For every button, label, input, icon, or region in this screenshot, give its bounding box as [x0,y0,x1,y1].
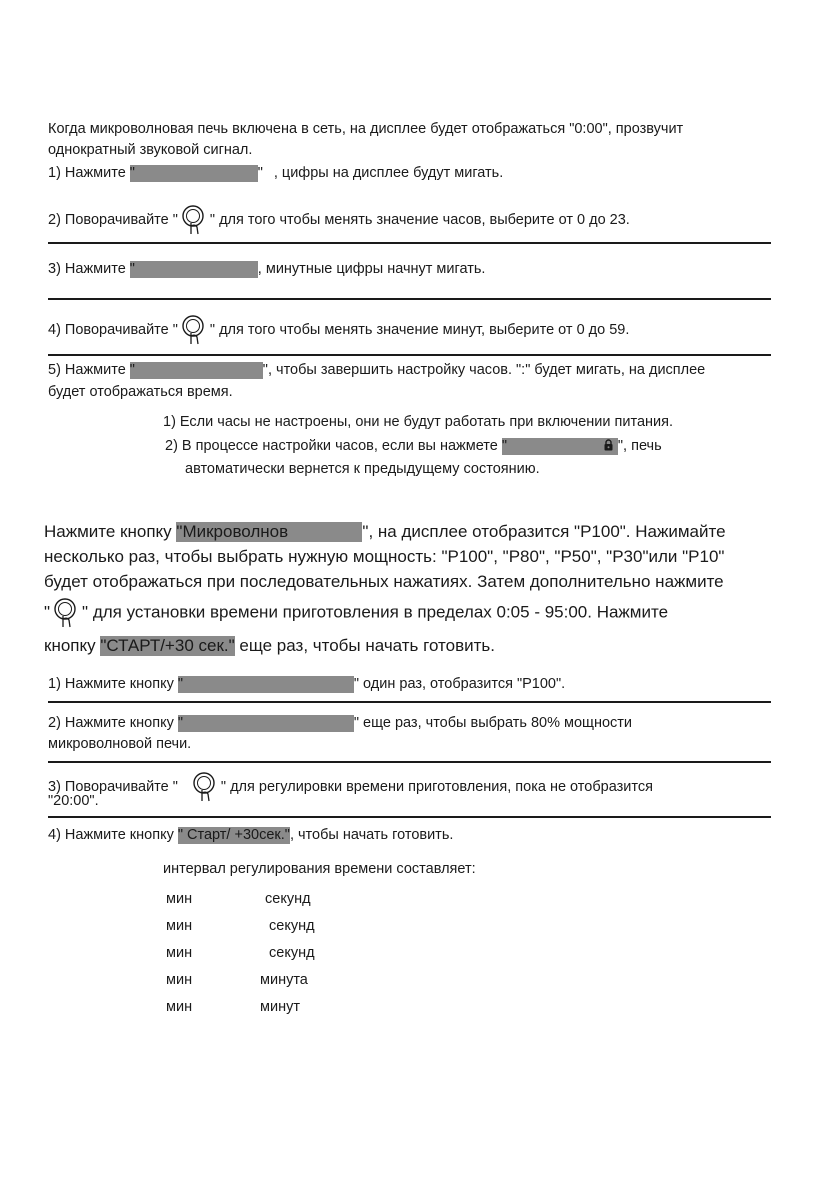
mw-example3-suffix: для регулировки времени приготовления, пока не отобразится [226,778,653,795]
mw-example1 [48,676,565,693]
mw-example3-prefix: 3) Поворачивайте " [48,778,178,795]
mw-example2-line2: микроволновой печи. [48,736,192,752]
mw-example4-suffix: , чтобы начать готовить. [289,827,454,843]
interval-row-min: мин [166,999,193,1015]
clock-step5-quote: ", [262,362,272,378]
mw-para-line5-suffix: еще раз, чтобы начать готовить. [234,636,495,655]
clock-step2 [48,203,630,237]
microwave-button-highlight [176,522,362,542]
mw-para-line2: несколько раз, чтобы выбрать нужную мощность: "P100", "P80", "P50", "P30"или "P10" [44,547,725,566]
clock-note2-quote: ", [617,438,628,454]
clock-button-highlight: " [130,165,258,182]
interval-row-unit: секунд [269,918,315,934]
divider [48,816,771,818]
mw-para-line1-quote: " [362,522,369,541]
clock-note1: 1) Если часы не настроены, они не будут работать при включении питания. [163,414,673,430]
clock-step5-line2: будет отображаться время. [48,384,233,400]
mw-example1-prefix: 1) Нажмите кнопку [48,676,178,692]
mw-para-line3: будет отображаться при последовательных нажатиях. Затем дополнительно нажмите [44,572,724,591]
microwave-button-highlight: " [178,715,354,732]
interval-row-unit: секунд [269,945,315,961]
clock-step3-prefix: 3) Нажмите [48,261,130,277]
clock-step5-suffix: чтобы завершить настройку часов. ":" будет мигать, на дисплее [271,362,706,378]
clock-step4 [48,313,629,347]
clock-button-highlight: " [130,362,263,379]
clock-step1-prefix: 1) Нажмите [48,165,130,181]
mw-para-line4-quote: " [44,602,51,622]
interval-row-min: мин [166,891,193,907]
clock-step3 [48,261,485,278]
clock-button-highlight: " [130,261,258,278]
mw-example1-suffix: один раз, отобразится "P100". [359,676,566,692]
divider [48,242,771,244]
microwave-button-highlight: " [178,676,354,693]
interval-row-min: мин [166,918,193,934]
interval-row-min: мин [166,972,193,988]
divider [48,761,771,763]
interval-heading: интервал регулирования времени составляет: [163,861,476,877]
clock-step5-prefix: 5) Нажмите [48,362,130,378]
clock-note2 [165,438,662,455]
clock-step1 [48,165,503,182]
mw-example2 [48,715,632,732]
mw-example4 [48,827,453,844]
clock-note2-suffix: печь [627,438,662,454]
start-button-highlight: " Старт/ +30сек." [177,827,290,843]
mw-para-line5 [44,636,495,656]
dial-knob-icon [190,770,220,804]
clock-intro-line2: однократный звуковой сигнал. [48,142,253,158]
lock-icon [603,439,614,451]
clock-step4-suffix: " для того чтобы менять значение минут, выберите от 0 до 59. [209,321,630,338]
start-button-highlight: "СТАРТ/+30 сек." [100,636,235,655]
microwave-button-label: "Микроволнов [176,522,289,541]
mw-example3-quote: " [220,778,227,795]
mw-example2-suffix: еще раз, чтобы выбрать 80% мощности [359,715,633,731]
clock-step2-prefix: 2) Поворачивайте " [48,211,178,228]
mw-para-line1-prefix: Нажмите кнопку [44,522,177,541]
clock-step2-suffix: " для того чтобы менять значение часов, выберите от 0 до 23. [209,211,630,228]
mw-example3 [48,770,653,804]
mw-example3-line2: "20:00". [48,793,99,809]
divider [48,701,771,703]
interval-row-min: мин [166,945,193,961]
dial-knob-icon [179,203,209,237]
mw-para-line5-prefix: кнопку [44,636,101,655]
divider [48,298,771,300]
clock-intro-line1: Когда микроволновая печь включена в сеть, на дисплее будет отображаться "0:00", прозвучит [48,121,684,137]
mw-para-line4-suffix: для установки времени приготовления в пределах 0:05 - 95:00. Нажмите [88,602,669,622]
stop-button-highlight: " [502,438,618,455]
clock-step3-suffix: , минутные цифры начнут мигать. [257,261,486,277]
mw-para-line4-quote2: " [82,602,89,622]
mw-example1-quote: " [353,676,360,692]
mw-example2-prefix: 2) Нажмите кнопку [48,715,178,731]
mw-para-line4 [44,596,668,630]
mw-para-line1-suffix: , на дисплее отобразится "P100". Нажимайте [368,522,726,541]
clock-note2-prefix: 2) В процессе настройки часов, если вы нажмете [165,438,502,454]
interval-row-unit: минута [260,972,308,988]
clock-step1-quote: " [257,165,263,181]
mw-example4-prefix: 4) Нажмите кнопку [48,827,178,843]
clock-step5 [48,362,705,379]
divider [48,354,771,356]
mw-para-line1 [44,522,726,542]
interval-row-unit: минут [260,999,300,1015]
clock-note2-line2: автоматически вернется к предыдущему состоянию. [185,461,540,477]
interval-row-unit: секунд [265,891,311,907]
mw-example2-quote: " [353,715,360,731]
clock-step1-suffix: , цифры на дисплее будут мигать. [269,165,504,181]
dial-knob-icon [179,313,209,347]
dial-knob-icon [51,596,81,630]
clock-step4-prefix: 4) Поворачивайте " [48,321,178,338]
